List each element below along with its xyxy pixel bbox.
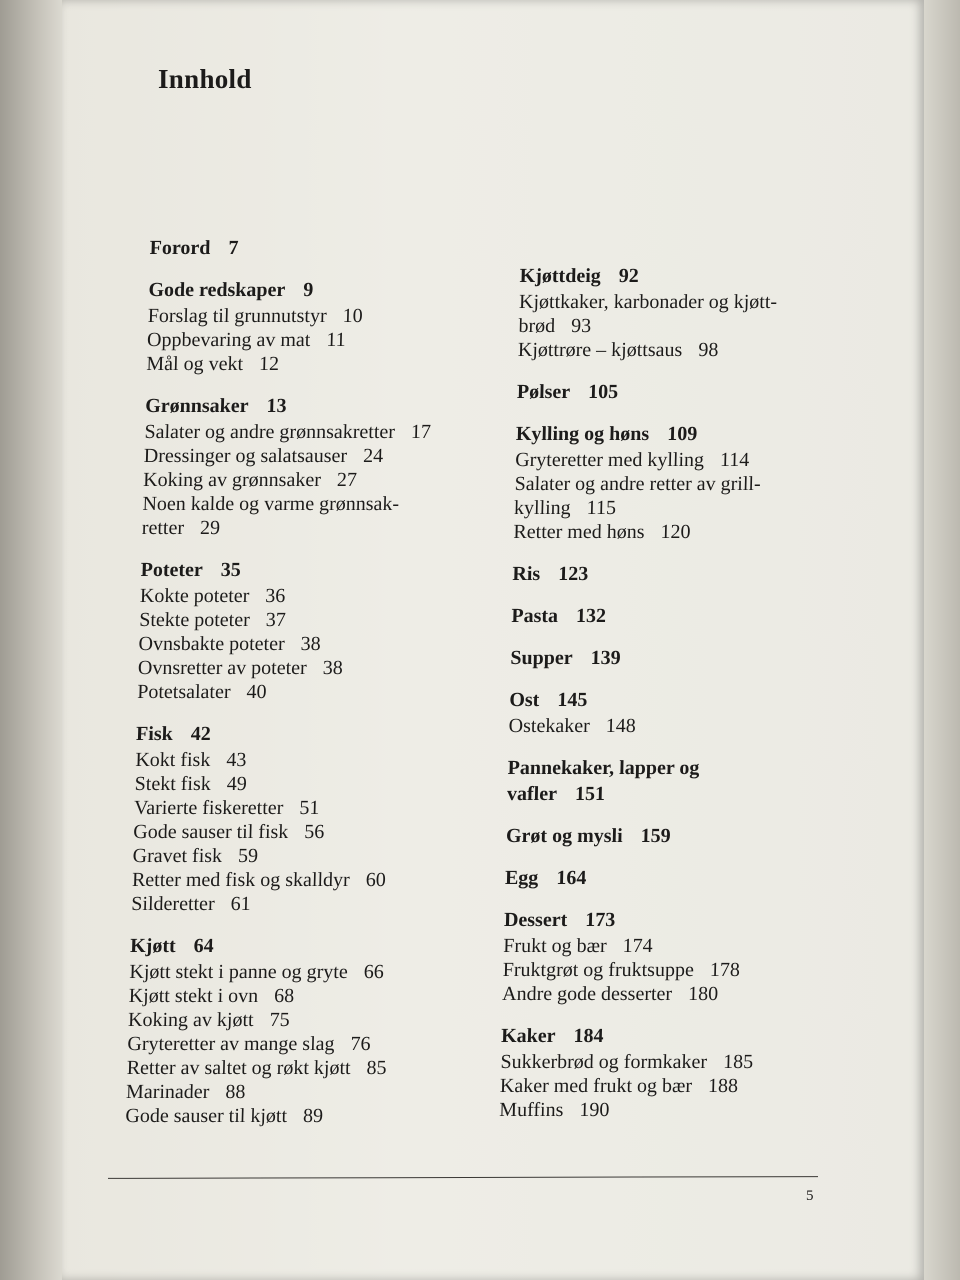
section-heading <box>507 756 838 780</box>
section-heading <box>145 394 476 418</box>
toc-entry <box>138 656 469 680</box>
toc-entry <box>515 448 846 472</box>
entry-title: Andre gode desserter <box>501 983 673 1005</box>
section-page-number: 151 <box>574 783 606 805</box>
toc-entry <box>135 748 466 772</box>
toc-entry <box>132 844 463 868</box>
toc-entry <box>126 1080 457 1104</box>
toc-column-left <box>125 236 480 1146</box>
toc-entry <box>138 632 469 656</box>
entry-page-number: 38 <box>322 657 344 679</box>
entry-page-number: 43 <box>226 749 247 771</box>
entry-page-number: 60 <box>365 869 387 891</box>
toc-entry <box>147 328 478 352</box>
section-heading <box>501 1024 832 1048</box>
section-page-number: 13 <box>266 395 287 417</box>
entry-page-number: 59 <box>237 845 259 867</box>
section-page-number: 64 <box>193 935 215 957</box>
toc-section <box>513 422 846 544</box>
entry-page-number: 76 <box>350 1033 371 1055</box>
section-title: Fisk <box>135 723 174 745</box>
entry-page-number: 17 <box>410 421 432 443</box>
entry-page-number: 12 <box>258 353 280 375</box>
section-heading <box>511 604 842 628</box>
section-title: Ost <box>509 689 540 711</box>
section-page-number: 35 <box>220 559 242 581</box>
toc-entry <box>503 934 834 958</box>
entry-title: Sukkerbrød og formkaker <box>500 1051 708 1073</box>
toc-section <box>137 558 471 704</box>
entry-page-number: 85 <box>366 1057 387 1079</box>
left-page-edge <box>0 0 70 1280</box>
toc-section <box>131 722 466 916</box>
entry-title: Salater og andre retter av grill- <box>514 473 761 495</box>
section-title: Ris <box>512 563 541 585</box>
entry-title: Stekte poteter <box>138 609 251 631</box>
entry-title: Gravet fisk <box>132 845 223 867</box>
toc-entry <box>134 796 465 820</box>
entry-title: Noen kalde og varme grønnsak- <box>142 493 400 515</box>
entry-title: Koking av kjøtt <box>127 1009 254 1031</box>
toc-section <box>146 278 479 376</box>
entry-page-number: 49 <box>226 773 248 795</box>
entry-title: Gode sauser til fisk <box>133 821 289 843</box>
entry-title: Marinader <box>125 1081 210 1103</box>
entry-title: Stekt fisk <box>134 773 212 795</box>
toc-entry <box>514 496 845 520</box>
entry-page-number: 37 <box>265 609 287 631</box>
entry-title: kylling <box>513 497 571 519</box>
entry-title: Dressinger og salatsauser <box>143 445 348 467</box>
section-title: Gode redskaper <box>148 279 286 301</box>
section-heading <box>507 782 838 806</box>
toc-section <box>142 394 476 540</box>
entry-page-number: 93 <box>570 315 592 337</box>
toc-section <box>506 824 837 848</box>
page-title: Innhold <box>158 64 252 94</box>
toc-entry <box>132 868 463 892</box>
section-heading <box>140 558 471 582</box>
section-page-number: 9 <box>303 279 314 301</box>
toc-entry <box>499 1098 830 1122</box>
entry-title: Ostekaker <box>508 715 591 737</box>
entry-page-number: 178 <box>709 959 741 981</box>
section-heading <box>512 562 843 586</box>
entry-title: Kokte poteter <box>139 585 250 607</box>
section-title: Kjøttdeig <box>519 265 602 287</box>
entry-page-number: 120 <box>660 521 691 543</box>
toc-entry <box>514 472 845 496</box>
entry-title: Ovnsbakte poteter <box>138 633 285 655</box>
entry-page-number: 174 <box>622 935 653 957</box>
entry-title: Kjøtt stekt i ovn <box>128 985 259 1007</box>
right-page-edge <box>924 0 960 1280</box>
entry-page-number: 27 <box>336 469 358 491</box>
entry-page-number: 66 <box>363 961 385 983</box>
toc-entry <box>139 608 470 632</box>
toc-section <box>510 646 841 670</box>
entry-title: Mål og vekt <box>146 353 244 375</box>
toc-entry <box>513 520 844 544</box>
section-heading <box>130 934 461 958</box>
entry-title: Ovnsretter av poteter <box>137 657 308 679</box>
entry-title: Gryteretter av mange slag <box>127 1033 335 1055</box>
section-title: Supper <box>510 647 573 669</box>
entry-page-number: 75 <box>269 1009 290 1031</box>
toc-entry <box>519 290 850 314</box>
toc-entry <box>500 1074 831 1098</box>
section-page-number: 105 <box>587 381 619 403</box>
entry-title: Retter med høns <box>513 521 645 543</box>
section-heading <box>510 646 841 670</box>
section-page-number: 7 <box>228 237 239 259</box>
section-title: Egg <box>504 867 539 889</box>
toc-entry <box>125 1104 456 1128</box>
entry-title: Kaker med frukt og bær <box>499 1075 693 1097</box>
toc-entry <box>137 680 468 704</box>
toc-section <box>125 934 460 1128</box>
section-page-number: 173 <box>585 909 616 931</box>
section-page-number: 164 <box>556 867 587 889</box>
section-heading <box>504 908 835 932</box>
entry-title: Oppbevaring av mat <box>146 329 311 351</box>
section-title: Grøt og mysli <box>505 825 623 847</box>
entry-page-number: 56 <box>304 821 325 843</box>
section-heading <box>516 422 847 446</box>
entry-page-number: 29 <box>199 517 221 539</box>
entry-title: Frukt og bær <box>503 935 607 957</box>
entry-page-number: 148 <box>605 715 637 737</box>
entry-title: retter <box>141 517 185 539</box>
entry-title: Gryteretter med kylling <box>514 449 705 471</box>
entry-title: Kjøttkaker, karbonader og kjøtt- <box>518 291 778 313</box>
entry-page-number: 190 <box>579 1099 610 1121</box>
toc-entry <box>134 772 465 796</box>
entry-title: brød <box>518 315 556 337</box>
entry-page-number: 40 <box>246 681 267 703</box>
toc-section <box>499 1024 831 1122</box>
entry-title: Forslag til grunnutstyr <box>147 305 327 327</box>
toc-entry <box>502 982 833 1006</box>
entry-page-number: 11 <box>326 329 346 351</box>
toc-section <box>505 866 836 890</box>
toc-entry <box>144 420 475 444</box>
toc-section <box>507 756 838 806</box>
toc-section <box>511 604 842 628</box>
toc-entry <box>131 892 462 916</box>
entry-page-number: 98 <box>698 339 719 361</box>
toc-entry <box>518 338 849 362</box>
section-heading <box>148 278 479 302</box>
toc-section <box>508 688 839 738</box>
entry-title: Retter med fisk og skalldyr <box>131 869 351 891</box>
section-heading <box>149 236 480 260</box>
toc-entry <box>128 1008 459 1032</box>
toc-entry <box>147 304 478 328</box>
toc-entry <box>127 1032 458 1056</box>
section-page-number: 139 <box>590 647 621 669</box>
toc-entry <box>140 584 471 608</box>
section-heading <box>505 866 836 890</box>
section-title: Pasta <box>511 605 559 627</box>
entry-title: Kjøtt stekt i panne og gryte <box>129 961 349 983</box>
toc-section <box>518 264 850 362</box>
section-title: Pannekaker, lapper og <box>507 757 700 779</box>
section-page-number: 109 <box>666 423 698 445</box>
entry-page-number: 180 <box>687 983 719 1005</box>
entry-page-number: 51 <box>299 797 320 819</box>
entry-title: Salater og andre grønnsakretter <box>144 421 396 443</box>
entry-page-number: 188 <box>707 1075 739 1097</box>
section-title: vafler <box>506 783 558 805</box>
section-heading <box>136 722 467 746</box>
entry-page-number: 61 <box>230 893 251 915</box>
section-page-number: 92 <box>618 265 640 287</box>
section-title: Grønnsaker <box>144 395 249 417</box>
toc-entry <box>142 492 473 516</box>
entry-page-number: 89 <box>302 1105 324 1127</box>
entry-page-number: 10 <box>342 305 363 327</box>
entry-page-number: 115 <box>586 497 617 519</box>
section-title: Dessert <box>503 909 568 931</box>
toc-column-right <box>499 264 850 1140</box>
entry-title: Kjøttrøre – kjøttsaus <box>517 339 683 361</box>
section-heading <box>506 824 837 848</box>
section-heading <box>519 264 850 288</box>
toc-entry <box>126 1056 457 1080</box>
toc-section <box>512 562 843 586</box>
section-page-number: 184 <box>573 1025 604 1047</box>
section-page-number: 159 <box>640 825 671 847</box>
entry-page-number: 68 <box>273 985 295 1007</box>
section-title: Poteter <box>140 559 204 581</box>
entry-title: Kokt fisk <box>135 749 211 771</box>
toc-entry <box>502 958 833 982</box>
entry-page-number: 114 <box>719 449 750 471</box>
toc-section <box>502 908 834 1006</box>
entry-page-number: 38 <box>300 633 321 655</box>
section-heading <box>509 688 840 712</box>
toc-entry <box>128 984 459 1008</box>
entry-title: Muffins <box>499 1099 564 1121</box>
entry-title: Gode sauser til kjøtt <box>125 1105 288 1127</box>
entry-page-number: 36 <box>265 585 286 607</box>
section-page-number: 132 <box>575 605 607 627</box>
section-title: Kjøtt <box>129 935 177 957</box>
entry-title: Fruktgrøt og fruktsuppe <box>502 959 695 981</box>
entry-page-number: 88 <box>225 1081 246 1103</box>
toc-entry <box>133 820 464 844</box>
page-number: 5 <box>806 1188 814 1204</box>
toc-entry <box>142 516 473 540</box>
toc-entry <box>129 960 460 984</box>
entry-title: Koking av grønnsaker <box>142 469 322 491</box>
section-page-number: 145 <box>557 689 588 711</box>
section-page-number: 123 <box>557 563 589 585</box>
entry-title: Potetsalater <box>136 681 231 703</box>
toc-entry <box>143 468 474 492</box>
toc-entry <box>508 714 839 738</box>
entry-title: Varierte fiskeretter <box>133 797 284 819</box>
toc-entry <box>146 352 477 376</box>
section-title: Pølser <box>516 381 571 403</box>
toc-entry <box>518 314 849 338</box>
section-title: Kaker <box>500 1025 556 1047</box>
section-heading <box>517 380 848 404</box>
entry-title: Silderetter <box>131 893 215 915</box>
toc-entry <box>144 444 475 468</box>
toc-section <box>149 236 480 260</box>
section-title: Forord <box>149 237 211 259</box>
toc-entry <box>500 1050 831 1074</box>
toc-section <box>517 380 848 404</box>
section-title: Kylling og høns <box>515 423 650 445</box>
entry-title: Retter av saltet og røkt kjøtt <box>126 1057 351 1079</box>
entry-page-number: 24 <box>362 445 384 467</box>
section-page-number: 42 <box>190 723 212 745</box>
entry-page-number: 185 <box>722 1051 754 1073</box>
